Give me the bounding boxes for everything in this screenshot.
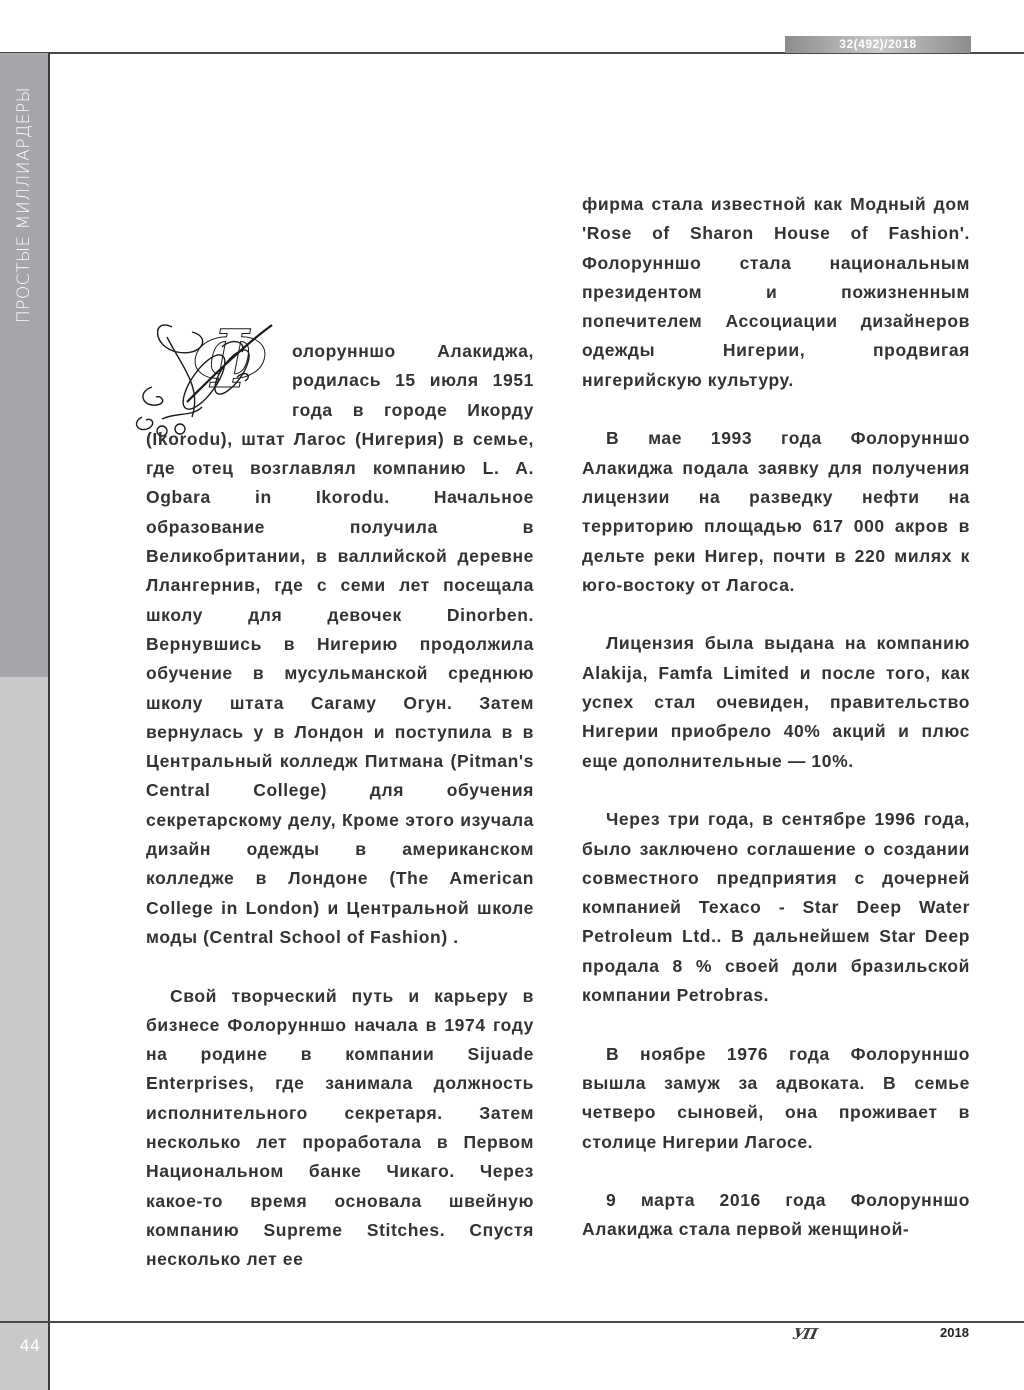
ornamental-letter-icon	[132, 307, 292, 437]
left-column	[146, 312, 534, 1275]
sidebar-bottom-band	[0, 677, 48, 1390]
dropcap-ornament	[132, 307, 292, 407]
paragraph: Лицензия была выдана на компанию Alakija, Famfa Limited и после того, как успех стал очевиден, правительство Нигерии приобрело 40% акций и плюс еще дополнительные — 10%.	[582, 633, 970, 771]
bottom-rule	[0, 1321, 1024, 1323]
right-column	[582, 190, 970, 1245]
magazine-logo: УП	[791, 1325, 818, 1343]
paragraph: Свой творческий путь и карьеру в бизнесе Фолорунншо начала в 1974 году на родине в компании Sijuade Enterprises, где занимала должность исполнительного секретаря. Затем несколько лет проработала в Первом Национальном банке Чикаго. Через какое-то время основала швейную компанию Supreme Stitches. Спустя несколько лет ее	[146, 985, 534, 1270]
footer-year: 2018	[940, 1325, 969, 1340]
issue-badge: 32(492)/2018	[785, 36, 971, 53]
svg-text:Ф: Ф	[192, 312, 269, 406]
section-title: ПРОСТЫЕ МИЛЛИАРДЕРЫ	[14, 86, 34, 324]
sidebar-rule	[48, 53, 50, 1390]
paragraph: фирма стала известной как Модный дом 'Rose of Sharon House of Fashion'. Фолорунншо стала национальным президентом и пожизненным попечителем Ассоциации дизайнеров одежды Нигерии, продвигая нигерийскую культуру.	[582, 194, 970, 390]
paragraph: олорунншо Алакиджа, родилась 15 июля 1951 года в городе Икорду (Ikorodu), штат Лагос (Нигерия) в семье, где отец возглавлял компанию L. A. Ogbara in Ikorodu. Начальное образование получила в Великобритании, в валлийской деревне Ллангернив, где с семи лет посещала школу для девочек Dinorben. Вернувшись в Нигерию продолжила обучение в мусульманской среднюю школу штата Сагаму Огун. Затем вернулась у в Лондон и поступила в в Центральный колледж Питмана (Pitman's Central College) для обучения секретарскому делу, Кроме этого изучала дизайн одежды в американском колледже в Лондоне (The American College in London) и Центральной школе моды (Central School of Fashion) .	[146, 341, 534, 947]
paragraph: В ноябре 1976 года Фолорунншо вышла замуж за адвоката. В семье четверо сыновей, она проживает в столице Нигерии Лагосе.	[582, 1043, 970, 1152]
page-number: 44	[19, 1336, 40, 1355]
paragraph: Через три года, в сентябре 1996 года, было заключено соглашение о создании совместного предприятия с дочерней компанией Texaco - Star Deep Water Petroleum Ltd.. В дальнейшем Star Deep продала 8 % своей доли бразильской компании Petrobras.	[582, 809, 970, 1006]
paragraph: 9 марта 2016 года Фолорунншо Алакиджа стала первой женщиной-	[582, 1190, 970, 1240]
paragraph: В мае 1993 года Фолорунншо Алакиджа подала заявку для получения лицензии на разведку нефти на территорию площадью 617 000 акров в дельте реки Нигер, почти в 220 милях к юго-востоку от Лагоса.	[582, 428, 970, 595]
